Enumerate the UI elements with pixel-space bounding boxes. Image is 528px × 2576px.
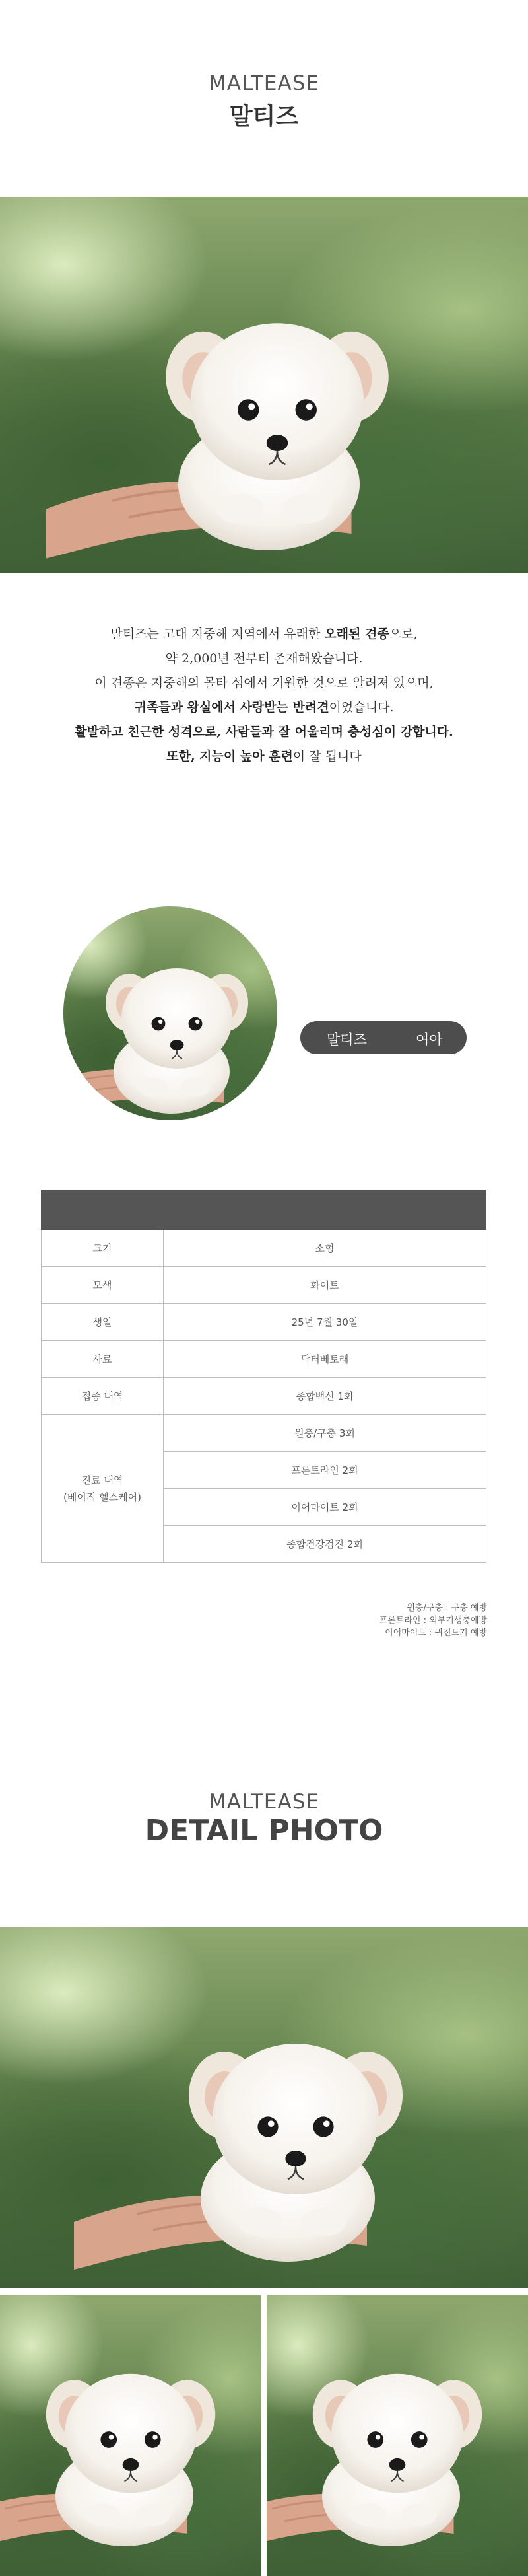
info-table [41, 1190, 486, 1563]
table-row: 이어마이트 2회 [42, 1489, 486, 1526]
detail-photo-left [0, 2295, 261, 2576]
breed-description: 말티즈는 고대 지중해 지역에서 유래한 오래된 견종으로, 약 2,000년 전부터 존재해왔습니다. 이 견종은 지중해의 몰타 섬에서 기원한 것으로 알려져 있으며, 귀족들과 왕실에서 사랑받는 반려견이었습니다. 활발하고 친근한 성격으로, 사람들과 잘 어울리며 충성심이 강합니다. 또한, 지능이 높아 훈련이 잘 됩니다 [75, 627, 453, 764]
breed-english-heading: MALTEASE [209, 71, 319, 95]
detail-photo-title: DETAIL PHOTO [145, 1814, 383, 1847]
table-row: 종합건강검진 2회 [42, 1526, 486, 1563]
table-row: 크기 소형 [42, 1230, 486, 1267]
care-notes: 원충/구충 : 구충 예방 프론트라인 : 외부기생충예방 이어마이트 : 귀진드기 예방 [379, 1603, 487, 1638]
main-puppy-photo [0, 197, 528, 573]
detail-photo-right [267, 2295, 528, 2576]
detail-english-heading: MALTEASE [209, 1790, 319, 1814]
table-row: 모색 화이트 [42, 1267, 486, 1304]
table-row: 접종 내역 종합백신 1회 [42, 1378, 486, 1415]
detail-photo-large [0, 1927, 528, 2288]
breed-korean-heading: 말티즈 [229, 103, 299, 130]
table-row: 진료 내역 (베이직 헬스케어) 원충/구충 3회 [42, 1415, 486, 1452]
profile-badge [300, 1021, 467, 1054]
table-row: 프론트라인 2회 [42, 1452, 486, 1489]
profile-name: 말티즈 [327, 1032, 367, 1048]
table-row: 생일 25년 7월 30일 [42, 1304, 486, 1341]
table-header-row [42, 1190, 486, 1230]
table-row: 사료 닥터베토래 [42, 1341, 486, 1378]
profile-photo [63, 906, 277, 1120]
care-label: 진료 내역 (베이직 헬스케어) [42, 1415, 164, 1563]
profile-sex: 여아 [416, 1032, 443, 1048]
